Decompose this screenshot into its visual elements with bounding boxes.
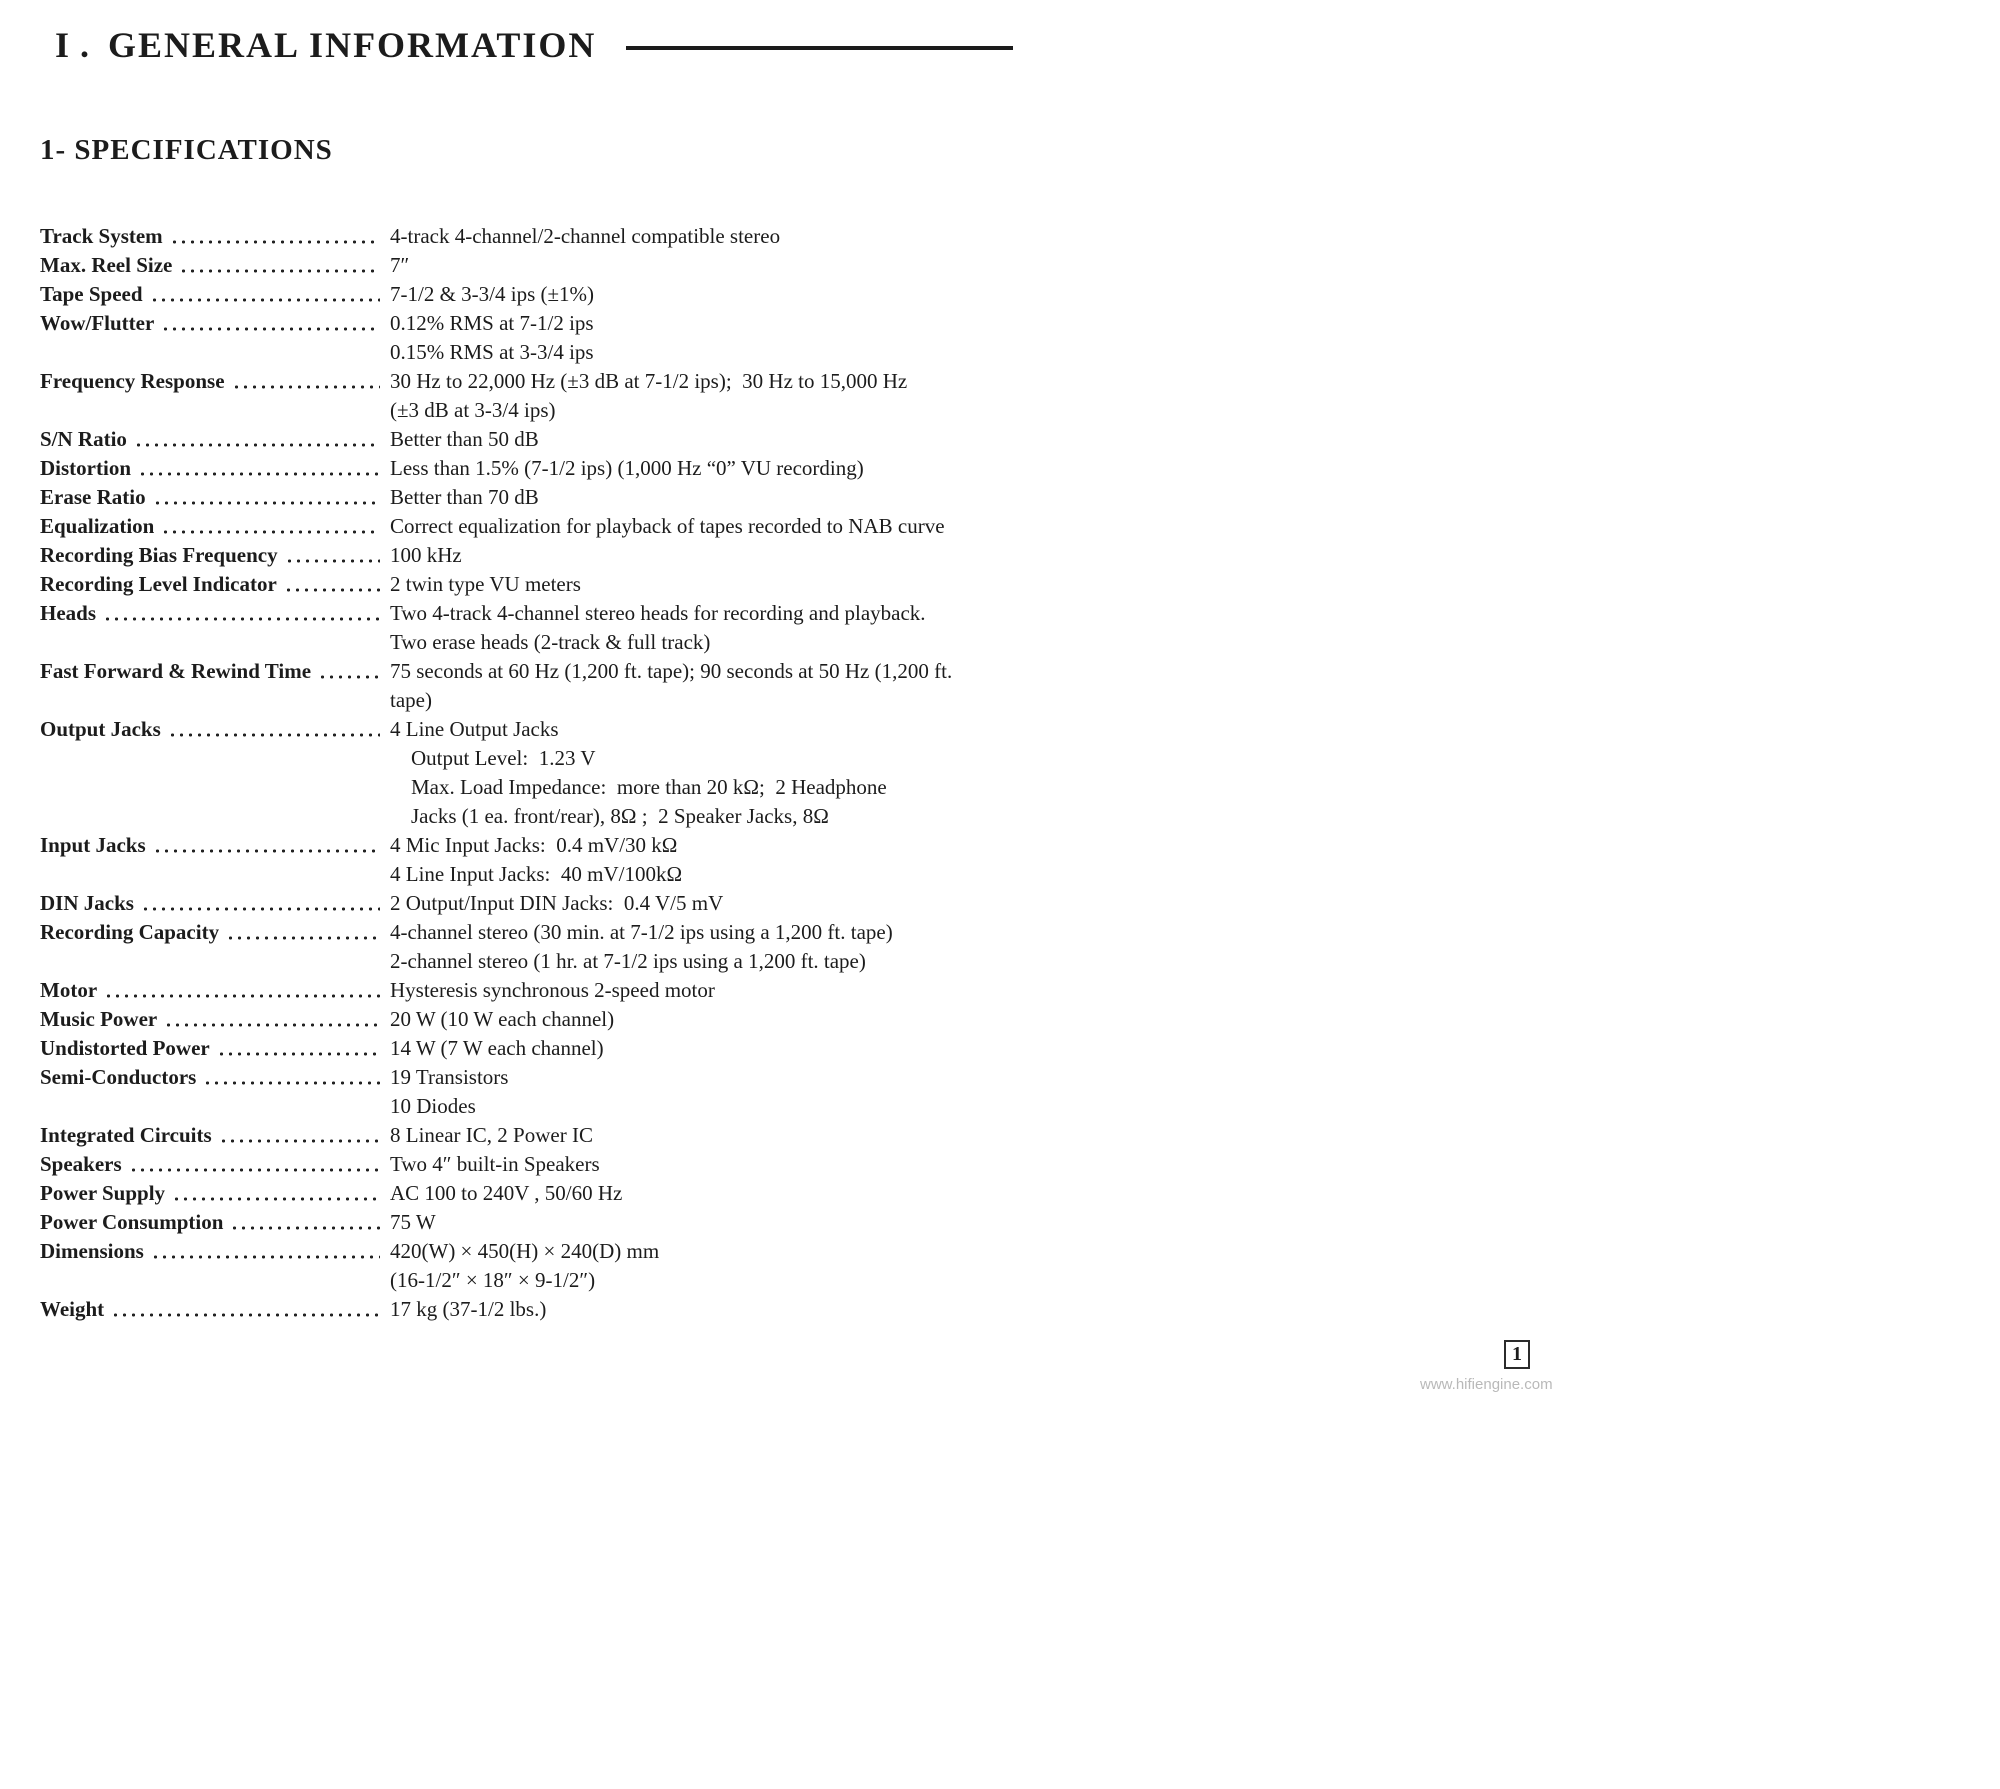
spec-label-col [40, 1150, 390, 1179]
spec-label: Fast Forward & Rewind Time [40, 659, 312, 683]
spec-label-col [40, 280, 390, 309]
spec-value [390, 541, 1045, 570]
spec-value-line: 100 kHz [390, 543, 462, 567]
spec-value-line: 0.15% RMS at 3-3/4 ips [390, 340, 594, 364]
spec-label-col [40, 657, 390, 686]
dot-leader [151, 483, 380, 512]
spec-value [390, 1063, 1045, 1121]
spec-value-line: 4-track 4-channel/2-channel compatible stereo [390, 224, 781, 248]
spec-row [40, 976, 1045, 1005]
spec-label: Motor [40, 978, 98, 1002]
spec-label-col [40, 715, 390, 744]
page-title-text: GENERAL INFORMATION [108, 25, 597, 65]
spec-label: Recording Bias Frequency [40, 543, 278, 567]
spec-value-line: 19 Transistors [390, 1065, 509, 1089]
spec-value [390, 918, 1045, 976]
spec-value [390, 1150, 1045, 1179]
spec-row [40, 1005, 1045, 1034]
spec-label-col [40, 541, 390, 570]
spec-row [40, 512, 1045, 541]
spec-label-col [40, 512, 390, 541]
dot-leader [162, 1005, 380, 1034]
spec-value [390, 831, 1045, 889]
spec-label: Heads [40, 601, 97, 625]
spec-value [390, 1121, 1045, 1150]
spec-label-col [40, 570, 390, 599]
spec-row [40, 251, 1045, 280]
spec-value-line: 75 W [390, 1210, 436, 1234]
spec-row [40, 280, 1045, 309]
spec-list [40, 222, 1045, 1324]
spec-value [390, 715, 1045, 831]
dot-leader [151, 831, 380, 860]
spec-row [40, 1121, 1045, 1150]
spec-value-line: Output Level: 1.23 V [390, 746, 596, 770]
spec-row [40, 367, 1045, 425]
spec-value-line: Better than 70 dB [390, 485, 539, 509]
dot-leader [217, 1121, 380, 1150]
spec-value-line: 10 Diodes [390, 1094, 476, 1118]
spec-value-line: 4 Line Output Jacks [390, 717, 559, 741]
spec-row [40, 425, 1045, 454]
spec-row [40, 1295, 1045, 1324]
spec-value-line: 7″ [390, 253, 410, 277]
dot-leader [132, 425, 380, 454]
spec-label: Integrated Circuits [40, 1123, 212, 1147]
spec-value-line: (16-1/2″ × 18″ × 9-1/2″) [390, 1268, 596, 1292]
spec-label-col [40, 309, 390, 338]
spec-value [390, 309, 1045, 367]
dot-leader [159, 512, 380, 541]
spec-value-line: Less than 1.5% (7-1/2 ips) (1,000 Hz “0” VU recording) [390, 456, 864, 480]
spec-value-line: 20 W (10 W each channel) [390, 1007, 615, 1031]
dot-leader [215, 1034, 380, 1063]
spec-row [40, 1150, 1045, 1179]
spec-label-col [40, 1063, 390, 1092]
spec-value [390, 1034, 1045, 1063]
spec-value-line: (±3 dB at 3-3/4 ips) [390, 398, 556, 422]
title-rule [626, 46, 1013, 50]
spec-value-line: Hysteresis synchronous 2-speed motor [390, 978, 715, 1002]
spec-label: Track System [40, 224, 163, 248]
spec-row [40, 831, 1045, 889]
spec-label-col [40, 889, 390, 918]
spec-row [40, 222, 1045, 251]
spec-value [390, 889, 1045, 918]
spec-value [390, 1237, 1045, 1295]
spec-label-col [40, 251, 390, 280]
spec-value [390, 599, 1045, 657]
spec-value [390, 1005, 1045, 1034]
dot-leader [168, 222, 380, 251]
spec-row [40, 483, 1045, 512]
spec-row [40, 309, 1045, 367]
spec-label: Erase Ratio [40, 485, 146, 509]
spec-value [390, 454, 1045, 483]
spec-label: Recording Capacity [40, 920, 220, 944]
spec-label: S/N Ratio [40, 427, 127, 451]
spec-value [390, 280, 1045, 309]
spec-value-line: Max. Load Impedance: more than 20 kΩ; 2 Headphone [390, 775, 887, 799]
dot-leader [109, 1295, 380, 1324]
dot-leader [139, 889, 380, 918]
spec-value [390, 1208, 1045, 1237]
spec-value-line: 0.12% RMS at 7-1/2 ips [390, 311, 594, 335]
spec-label-col [40, 918, 390, 947]
spec-value [390, 512, 1045, 541]
spec-value-line: 4-channel stereo (30 min. at 7-1/2 ips using a 1,200 ft. tape) [390, 920, 893, 944]
spec-label-col [40, 831, 390, 860]
dot-leader [148, 280, 380, 309]
spec-label-col [40, 1034, 390, 1063]
spec-label-col [40, 599, 390, 628]
spec-label: Max. Reel Size [40, 253, 173, 277]
spec-value-line: 14 W (7 W each channel) [390, 1036, 604, 1060]
spec-row [40, 889, 1045, 918]
page-title [55, 24, 1013, 66]
dot-leader [228, 1208, 380, 1237]
spec-value-line: Better than 50 dB [390, 427, 539, 451]
dot-leader [177, 251, 380, 280]
dot-leader [316, 657, 380, 686]
dot-leader [230, 367, 380, 396]
spec-row [40, 918, 1045, 976]
spec-value-line: tape) [390, 688, 432, 712]
spec-label-col [40, 367, 390, 396]
spec-value-line: AC 100 to 240V , 50/60 Hz [390, 1181, 623, 1205]
spec-value [390, 1179, 1045, 1208]
spec-label-col [40, 1295, 390, 1324]
spec-label: Output Jacks [40, 717, 161, 741]
spec-row [40, 715, 1045, 831]
spec-row [40, 1179, 1045, 1208]
dot-leader [282, 570, 380, 599]
spec-label: Dimensions [40, 1239, 144, 1263]
spec-value [390, 1295, 1045, 1324]
spec-label-col [40, 222, 390, 251]
spec-label-col [40, 1005, 390, 1034]
spec-row [40, 1034, 1045, 1063]
spec-value-line: Correct equalization for playback of tapes recorded to NAB curve [390, 514, 945, 538]
spec-value-line: Jacks (1 ea. front/rear), 8Ω ; 2 Speaker Jacks, 8Ω [390, 804, 829, 828]
dot-leader [136, 454, 380, 483]
spec-value-line: 4 Line Input Jacks: 40 mV/100kΩ [390, 862, 683, 886]
spec-label-col [40, 1121, 390, 1150]
dot-leader [149, 1237, 380, 1266]
spec-value-line: 75 seconds at 60 Hz (1,200 ft. tape); 90 seconds at 50 Hz (1,200 ft. [390, 659, 953, 683]
spec-label: Semi-Conductors [40, 1065, 197, 1089]
spec-row [40, 1208, 1045, 1237]
spec-label-col [40, 976, 390, 1005]
spec-label: Speakers [40, 1152, 122, 1176]
spec-label: Power Consumption [40, 1210, 224, 1234]
spec-label: Input Jacks [40, 833, 146, 857]
spec-value-line: 4 Mic Input Jacks: 0.4 mV/30 kΩ [390, 833, 678, 857]
spec-label-col [40, 425, 390, 454]
page-number: 1 [1504, 1340, 1530, 1369]
spec-value [390, 222, 1045, 251]
spec-label: Equalization [40, 514, 155, 538]
spec-label: Undistorted Power [40, 1036, 210, 1060]
spec-value-line: 2-channel stereo (1 hr. at 7-1/2 ips using a 1,200 ft. tape) [390, 949, 866, 973]
dot-leader [127, 1150, 380, 1179]
dot-leader [102, 976, 380, 1005]
spec-row [40, 541, 1045, 570]
spec-label: Power Supply [40, 1181, 166, 1205]
spec-label: Music Power [40, 1007, 158, 1031]
spec-row [40, 1063, 1045, 1121]
dot-leader [283, 541, 380, 570]
dot-leader [159, 309, 380, 338]
spec-value [390, 976, 1045, 1005]
spec-label: Tape Speed [40, 282, 143, 306]
spec-value-line: 2 Output/Input DIN Jacks: 0.4 V/5 mV [390, 891, 724, 915]
spec-value-line: 2 twin type VU meters [390, 572, 581, 596]
spec-value [390, 251, 1045, 280]
spec-row [40, 454, 1045, 483]
dot-leader [224, 918, 380, 947]
spec-value-line: 8 Linear IC, 2 Power IC [390, 1123, 593, 1147]
spec-value-line: 30 Hz to 22,000 Hz (±3 dB at 7-1/2 ips); 30 Hz to 15,000 Hz [390, 369, 908, 393]
spec-value-line: 17 kg (37-1/2 lbs.) [390, 1297, 547, 1321]
spec-value [390, 657, 1045, 715]
spec-label: Wow/Flutter [40, 311, 155, 335]
watermark: www.hifiengine.com [1420, 1376, 1553, 1393]
spec-value-line: Two 4″ built-in Speakers [390, 1152, 600, 1176]
dot-leader [101, 599, 380, 628]
dot-leader [166, 715, 380, 744]
dot-leader [201, 1063, 380, 1092]
spec-label: Recording Level Indicator [40, 572, 277, 596]
spec-value-line: Two erase heads (2-track & full track) [390, 630, 711, 654]
spec-value [390, 570, 1045, 599]
spec-value [390, 425, 1045, 454]
spec-label-col [40, 1208, 390, 1237]
spec-row [40, 599, 1045, 657]
spec-label-col [40, 454, 390, 483]
spec-value [390, 367, 1045, 425]
spec-value-line: Two 4-track 4-channel stereo heads for recording and playback. [390, 601, 926, 625]
page-title-numeral: I . [55, 25, 91, 65]
spec-label: Weight [40, 1297, 105, 1321]
spec-row [40, 657, 1045, 715]
spec-value-line: 7-1/2 & 3-3/4 ips (±1%) [390, 282, 595, 306]
spec-label: DIN Jacks [40, 891, 134, 915]
section-heading: 1- SPECIFICATIONS [40, 134, 333, 166]
spec-value [390, 483, 1045, 512]
spec-label-col [40, 483, 390, 512]
spec-label: Distortion [40, 456, 131, 480]
spec-label-col [40, 1179, 390, 1208]
spec-row [40, 570, 1045, 599]
dot-leader [170, 1179, 380, 1208]
spec-label-col [40, 1237, 390, 1266]
spec-row [40, 1237, 1045, 1295]
spec-value-line: 420(W) × 450(H) × 240(D) mm [390, 1239, 660, 1263]
spec-label: Frequency Response [40, 369, 225, 393]
